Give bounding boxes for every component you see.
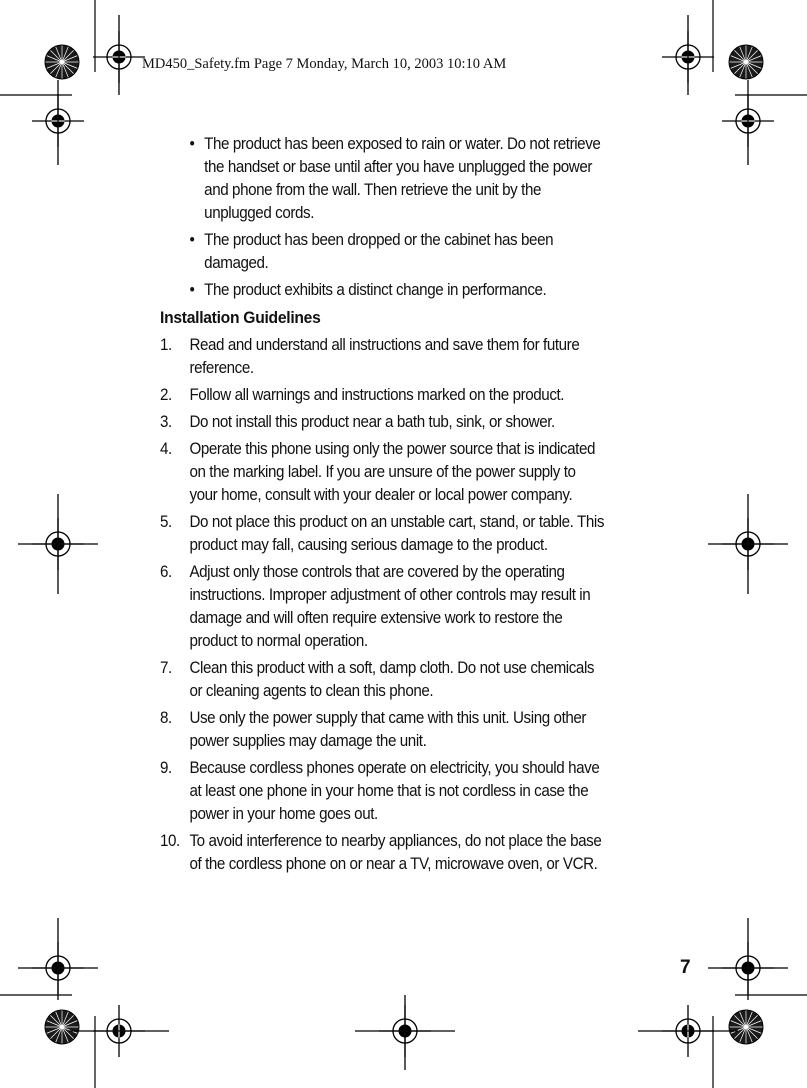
list-item — [160, 511, 605, 557]
section-heading: Installation Guidelines — [160, 308, 321, 327]
item-number: 7. — [160, 659, 172, 677]
list-item — [160, 757, 605, 826]
list-item — [160, 229, 605, 275]
page-content — [160, 133, 605, 880]
list-item — [160, 133, 605, 225]
list-item — [160, 384, 605, 407]
bullet-icon: • — [189, 135, 195, 153]
file-info-header: MD450_Safety.fm Page 7 Monday, March 10, 2003 10:10 AM — [142, 56, 507, 72]
item-number: 9. — [160, 759, 172, 777]
condition-bullet-list — [160, 133, 605, 302]
list-item — [160, 279, 605, 302]
item-text: Adjust only those controls that are covered by the operating instructions. Improper adjustment of other controls may result in damage and will often require extensive work to restore the product to normal operation. — [189, 563, 591, 650]
star-target-icon — [45, 1010, 79, 1044]
item-text: Follow all warnings and instructions marked on the product. — [189, 386, 565, 404]
bullet-icon: • — [189, 231, 195, 249]
star-target-icon — [45, 45, 79, 79]
item-text: Use only the power supply that came with this unit. Using other power supplies may damage the unit. — [189, 709, 587, 750]
item-number: 8. — [160, 709, 172, 727]
installation-guideline-list — [160, 334, 605, 876]
bullet-text: The product has been exposed to rain or water. Do not retrieve the handset or base until after you have unplugged the power and phone from the wall. Then retrieve the unit by the unplugged cords. — [204, 135, 601, 222]
bullet-text: The product has been dropped or the cabinet has been damaged. — [204, 231, 554, 272]
list-item — [160, 657, 605, 703]
list-item — [160, 438, 605, 507]
bullet-icon: • — [189, 281, 195, 299]
page-number: 7 — [680, 957, 691, 978]
item-text: To avoid interference to nearby appliances, do not place the base of the cordless phone on or near a TV, microwave oven, or VCR. — [189, 832, 602, 873]
star-target-icon — [729, 1010, 763, 1044]
item-number: 3. — [160, 413, 172, 431]
list-item — [160, 334, 605, 380]
item-number: 5. — [160, 513, 172, 531]
list-item — [160, 830, 605, 876]
item-text: Do not place this product on an unstable cart, stand, or table. This product may fall, causing serious damage to the product. — [189, 513, 605, 554]
list-item — [160, 561, 605, 653]
list-item — [160, 411, 605, 434]
item-number: 10. — [160, 832, 180, 850]
item-number: 4. — [160, 440, 172, 458]
item-text: Operate this phone using only the power source that is indicated on the marking label. If you are unsure of the power supply to your home, consult with your dealer or local power company. — [189, 440, 596, 504]
list-item — [160, 707, 605, 753]
item-number: 6. — [160, 563, 172, 581]
item-number: 1. — [160, 336, 172, 354]
bullet-text: The product exhibits a distinct change in performance. — [204, 281, 547, 299]
item-number: 2. — [160, 386, 172, 404]
item-text: Clean this product with a soft, damp cloth. Do not use chemicals or cleaning agents to clean this phone. — [189, 659, 595, 700]
star-target-icon — [729, 45, 763, 79]
item-text: Read and understand all instructions and save them for future reference. — [189, 336, 580, 377]
item-text: Because cordless phones operate on electricity, you should have at least one phone in your home that is not cordless in case the power in your home goes out. — [189, 759, 600, 823]
item-text: Do not install this product near a bath tub, sink, or shower. — [189, 413, 555, 431]
